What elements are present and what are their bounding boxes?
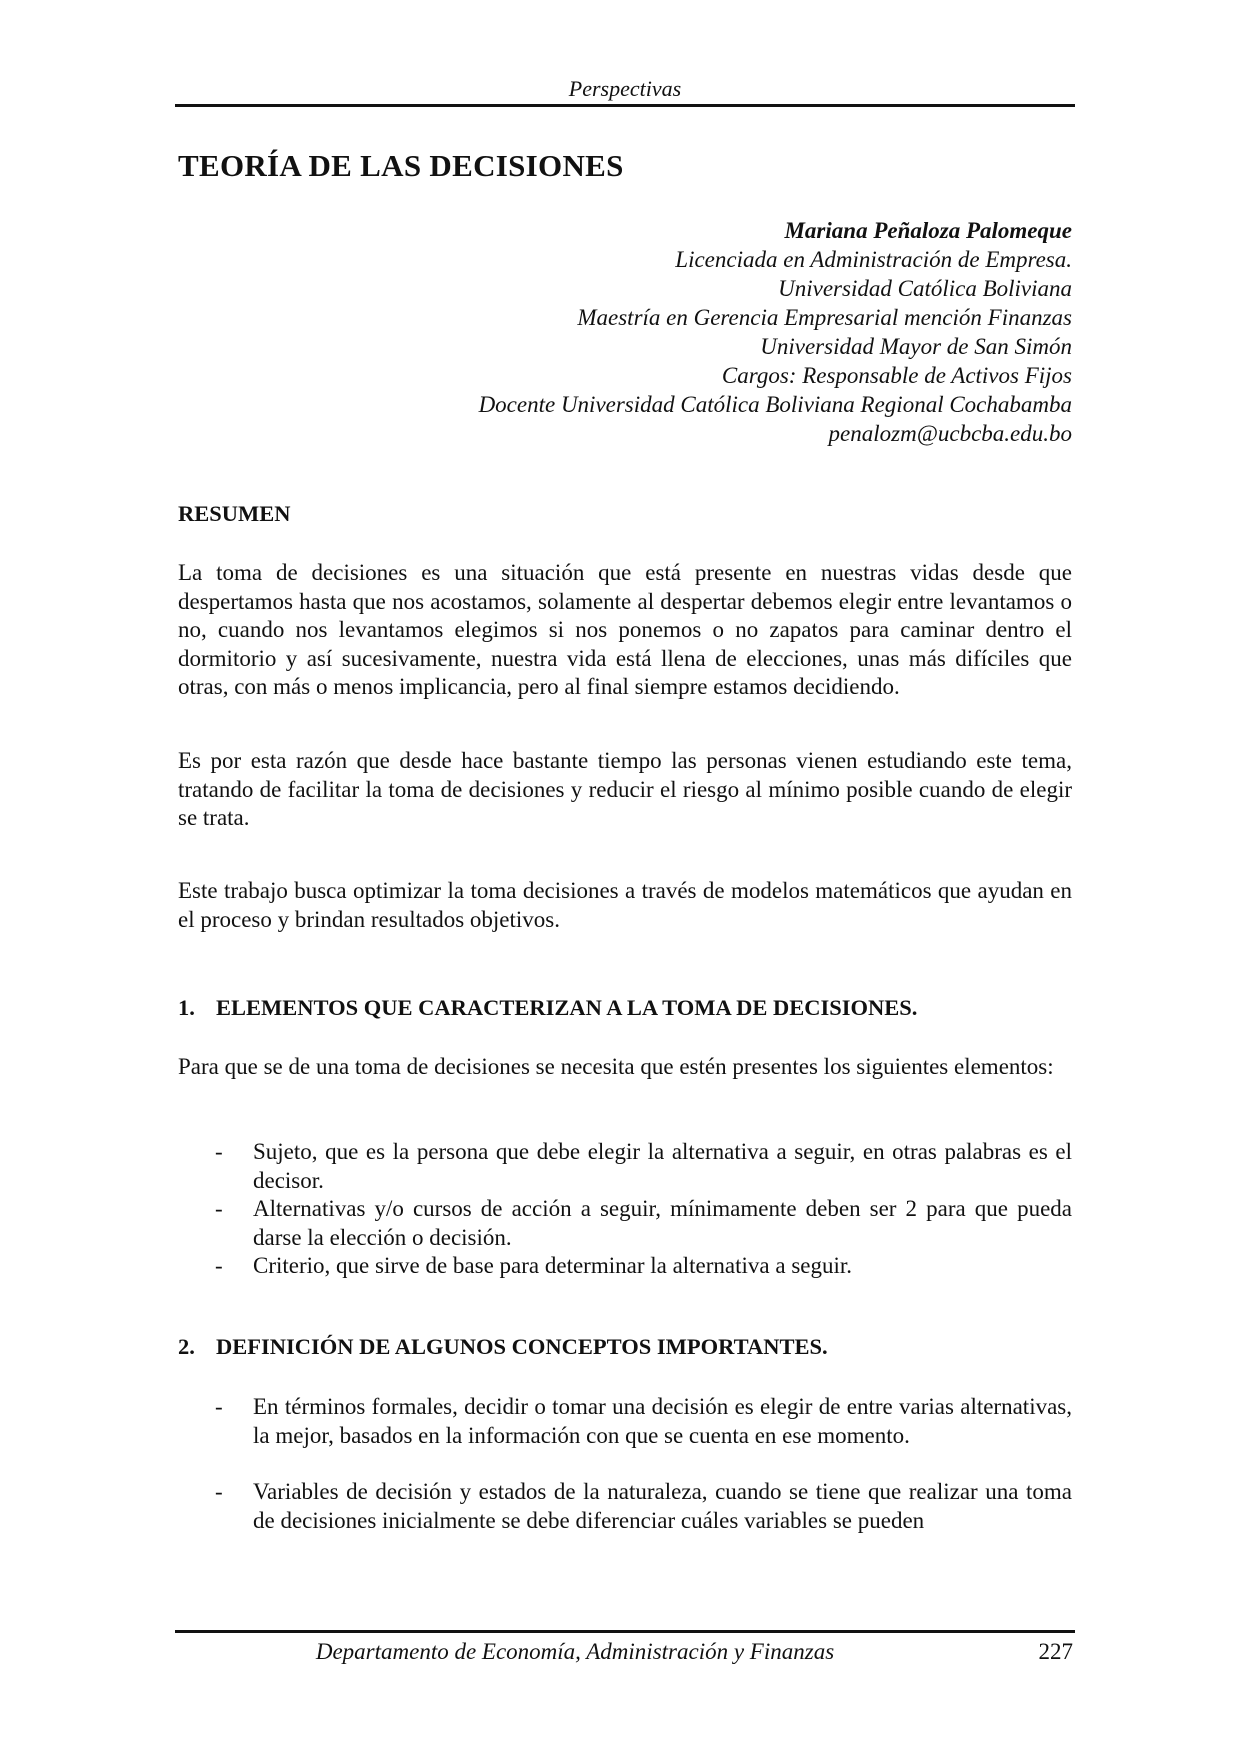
author-credential: Maestría en Gerencia Empresarial mención Finanzas bbox=[577, 305, 1072, 330]
section-number: 1. bbox=[178, 995, 195, 1020]
footer-rule bbox=[175, 1630, 1075, 1633]
author-credential: Universidad Mayor de San Simón bbox=[760, 334, 1072, 359]
page-number: 227 bbox=[1038, 1639, 1073, 1664]
paragraph-text: Este trabajo busca optimizar la toma decisiones a través de modelos matemáticos que ayudan en el proceso y brindan resultados objetivos. bbox=[178, 878, 1072, 932]
paragraph-text: La toma de decisiones es una situación que está presente en nuestras vidas desde que despertamos hasta que nos acostamos, solamente al despertar debemos elegir entre levantamos o no, cuando nos levantamos elegimos si nos ponemos o no zapatos para caminar dentro el dormitorio y así sucesivamente, nuestra vida está llena de elecciones, unas más difíciles que otras, con más o menos implicancia, pero al final siempre estamos decidiendo. bbox=[178, 560, 1072, 699]
header-rule bbox=[175, 104, 1075, 107]
dash-bullet: - bbox=[215, 1479, 223, 1504]
dash-bullet: - bbox=[215, 1139, 223, 1164]
abstract-paragraph-2 bbox=[178, 747, 1072, 833]
section-number: 2. bbox=[178, 1334, 195, 1359]
author-name: Mariana Peñaloza Palomeque bbox=[784, 218, 1072, 243]
author-credential: Licenciada en Administración de Empresa. bbox=[675, 247, 1072, 272]
dash-bullet: - bbox=[215, 1394, 223, 1419]
abstract-paragraph-1 bbox=[178, 559, 1072, 702]
abstract-paragraph-3 bbox=[178, 877, 1072, 934]
section-2-heading bbox=[178, 1334, 1072, 1360]
section-1-intro bbox=[178, 1053, 1072, 1082]
section-1-list bbox=[215, 1138, 1072, 1281]
author-block bbox=[272, 216, 1072, 448]
abstract-heading: RESUMEN bbox=[178, 501, 291, 526]
paragraph-text: Para que se de una toma de decisiones se necesita que estén presentes los siguientes elementos: bbox=[178, 1054, 1054, 1079]
article-title: TEORÍA DE LAS DECISIONES bbox=[178, 148, 624, 183]
section-title: DEFINICIÓN DE ALGUNOS CONCEPTOS IMPORTANTES. bbox=[216, 1334, 828, 1359]
author-credential: Docente Universidad Católica Boliviana Regional Cochabamba bbox=[478, 392, 1072, 417]
list-item: - Alternativas y/o cursos de acción a seguir, mínimamente deben ser 2 para que pueda darse la elección o decisión. bbox=[215, 1196, 1072, 1250]
author-credential: Universidad Católica Boliviana bbox=[778, 276, 1072, 301]
running-header: Perspectivas bbox=[568, 76, 682, 101]
author-credential: Cargos: Responsable de Activos Fijos bbox=[721, 363, 1072, 388]
footer-department: Departamento de Economía, Administración y Finanzas bbox=[315, 1639, 835, 1664]
dash-bullet: - bbox=[215, 1253, 223, 1278]
list-item: - Variables de decisión y estados de la naturaleza, cuando se tiene que realizar una toma de decisiones inicialmente se debe diferenciar cuáles variables se pueden bbox=[215, 1479, 1072, 1533]
paragraph-text: Es por esta razón que desde hace bastante tiempo las personas vienen estudiando este tema, tratando de facilitar la toma de decisiones y reducir el riesgo al mínimo posible cuando de elegir se trata. bbox=[178, 748, 1072, 830]
section-2-list bbox=[215, 1393, 1072, 1535]
author-email: penalozm@ucbcba.edu.bo bbox=[828, 421, 1072, 446]
section-title: ELEMENTOS QUE CARACTERIZAN A LA TOMA DE DECISIONES. bbox=[216, 995, 918, 1020]
list-item: - Sujeto, que es la persona que debe elegir la alternativa a seguir, en otras palabras es el decisor. bbox=[215, 1139, 1072, 1193]
dash-bullet: - bbox=[215, 1196, 223, 1221]
list-item: - Criterio, que sirve de base para determinar la alternativa a seguir. bbox=[215, 1252, 1072, 1281]
list-item: - En términos formales, decidir o tomar una decisión es elegir de entre varias alternativas, la mejor, basados en la información con que se cuenta en ese momento. bbox=[215, 1394, 1072, 1448]
section-1-heading bbox=[178, 995, 1072, 1021]
